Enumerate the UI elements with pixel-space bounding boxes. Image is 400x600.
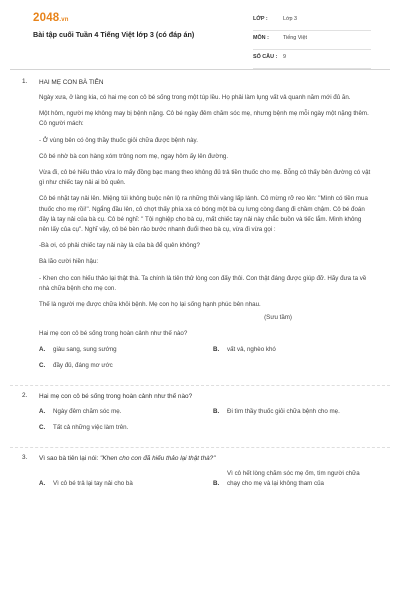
questions <box>0 78 400 493</box>
answer-option-c[interactable] <box>39 423 128 433</box>
option-letter: B. <box>213 480 220 488</box>
answer-option-b[interactable] <box>213 469 373 489</box>
story-paragraph: Một hôm, người mẹ không may bị bệnh nặng. Cô bé ngày đêm chăm sóc mẹ, nhưng bệnh mẹ mỗi ngày một nặng thêm. Cô người mách: <box>39 110 369 128</box>
meta-value: Lớp 3 <box>283 16 298 22</box>
meta-info <box>253 12 371 69</box>
answer-option-a[interactable] <box>39 479 133 489</box>
option-text: Tất cả những việc làm trên. <box>53 424 129 432</box>
question-title-quote: "Khen cho con đã hiếu thảo lại thật thà?" <box>100 455 216 463</box>
option-text: giàu sang, sung sướng <box>53 346 117 354</box>
question-2 <box>0 392 400 435</box>
meta-row-class <box>253 12 371 31</box>
answer-option-a[interactable] <box>39 407 121 417</box>
answer-options <box>39 407 378 435</box>
header <box>0 0 400 60</box>
story-paragraph: Vừa đi, cô bé hiếu thảo vừa lo mấy đồng bạc mang theo không đủ trả tiền thuốc cho mẹ. Bỗng cô thấy bên đường có vật gì như chiếc tay nải ai bỏ quên. <box>39 169 371 187</box>
option-text: Ngày đêm chăm sóc mẹ. <box>53 408 122 416</box>
answer-option-c[interactable] <box>39 361 113 371</box>
option-letter: A. <box>39 480 46 488</box>
story-paragraph: -Bà ơi, có phải chiếc tay nải này là của bà để quên không? <box>39 242 200 250</box>
header-divider <box>10 69 390 70</box>
answer-option-a[interactable] <box>39 345 117 355</box>
option-text: Vì cô hết lòng chăm sóc mẹ ốm, tìm người chữa chạy cho mẹ và lại không tham của <box>227 470 360 488</box>
site-logo[interactable] <box>33 12 69 24</box>
question-number: 1. <box>22 78 28 85</box>
story-paragraph: Cô bé nhặt tay nải lên. Miệng túi không buộc nên lộ ra những thỏi vàng lấp lánh. Cô mừng rỡ reo lên: "Mình có tiền mua thuốc cho mẹ rồi!". Ngẩng đầu lên, cô chợt thấy phía xa có bóng một bà cụ lưng còng đang đi chầm chậm. Cô bé đoán đây là tay nải của bà cụ. Cô bé nghĩ: " Tội nghiệp cho bà cụ, mất chiếc tay nải này chắc buồn và tiếc lắm. Mình không nên lấy của cụ". Nghĩ vậy, cô bé bèn rảo bước nhanh đuổi theo bà cụ, vừa đi vừa gọi : <box>39 195 368 234</box>
logo-main: 2048 <box>33 12 60 24</box>
story-paragraph: - Ở vùng bên có ông thầy thuốc giỏi chữa được bệnh này. <box>39 136 198 144</box>
option-letter: A. <box>39 346 46 354</box>
story-paragraph: - Khen cho con hiếu thảo lại thật thà. Ta chính là tiên thử lòng con đấy thôi. Con thật đáng được giúp đỡ. Hãy đưa ta về nhà chữa bệnh cho mẹ con. <box>39 274 367 292</box>
question-prompt: Hai mẹ con cô bé sống trong hoàn cảnh như thế nào? <box>39 330 188 338</box>
answer-option-b[interactable] <box>213 407 340 417</box>
question-title-prefix: Vì sao bà tiên lại nói: <box>39 455 101 463</box>
logo-suffix: .vn <box>59 17 69 23</box>
story-paragraph: Bà lão cười hiền hậu: <box>39 258 99 266</box>
question-1 <box>0 78 400 373</box>
meta-row-subject <box>253 31 371 50</box>
option-text: đầy đủ, đáng mơ ước <box>53 362 113 370</box>
option-letter: C. <box>39 362 46 370</box>
answer-options <box>39 345 378 373</box>
option-text: Vì cô bé trả lại tay nải cho bà <box>53 480 133 488</box>
question-title: HAI MẸ CON BÀ TIÊN <box>39 79 104 86</box>
meta-value: 9 <box>283 54 286 60</box>
story-paragraph: Cô bé nhờ bà con hàng xóm trông nom mẹ, ngay hôm ấy lên đường. <box>39 152 229 160</box>
option-letter: B. <box>213 408 220 416</box>
meta-label: LỚP : <box>253 16 268 22</box>
question-number: 2. <box>22 392 28 400</box>
story-source: (Sưu tầm) <box>264 314 292 322</box>
option-text: Đi tìm thầy thuốc giỏi chữa bệnh cho mẹ. <box>227 408 340 416</box>
question-3 <box>0 454 400 493</box>
meta-label: MÔN : <box>253 35 269 41</box>
option-text: vất vả, nghèo khó <box>227 346 276 354</box>
meta-row-count <box>253 50 371 69</box>
question-title <box>39 454 378 463</box>
meta-label: SỐ CÂU : <box>253 54 278 60</box>
answer-option-b[interactable] <box>213 345 276 355</box>
answer-options <box>39 469 378 493</box>
question-title: Hai mẹ con cô bé sống trong hoàn cảnh như thế nào? <box>39 393 193 401</box>
document-title: Bài tập cuối Tuần 4 Tiếng Việt lớp 3 (có đáp án) <box>33 30 195 39</box>
meta-value: Tiếng Việt <box>283 35 307 41</box>
option-letter: C. <box>39 424 46 432</box>
option-letter: A. <box>39 408 46 416</box>
question-number: 3. <box>22 454 28 462</box>
story-paragraph: Thế là người mẹ được chữa khỏi bệnh. Mẹ con họ lại sống hạnh phúc bên nhau. <box>39 301 261 309</box>
option-letter: B. <box>213 346 220 354</box>
story-paragraph: Ngày xưa, ở làng kia, có hai mẹ con cô bé sống trong một túp lều. Họ phải làm lụng vất vả quanh năm mới đủ ăn. <box>39 94 351 101</box>
